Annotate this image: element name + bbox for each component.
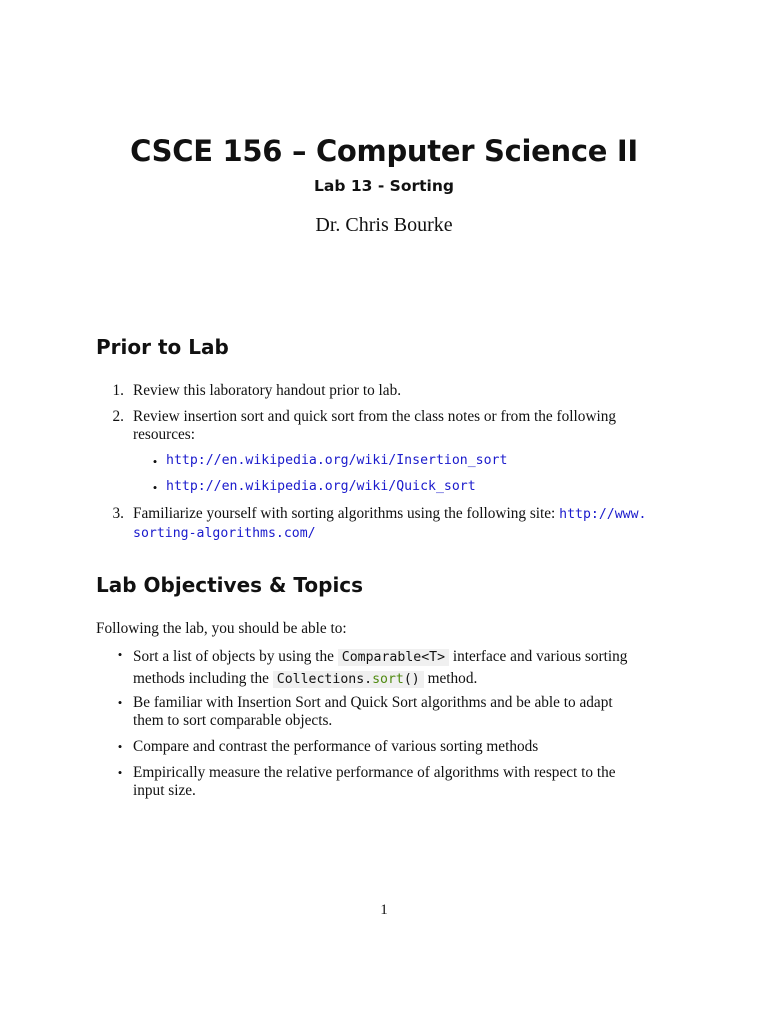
objective-text: method. — [427, 670, 478, 687]
objective-text: methods including the — [133, 670, 269, 687]
list-item-text: Review this laboratory handout prior to lab. — [133, 382, 402, 399]
page-number: 1 — [380, 902, 388, 918]
code-method-name: sort — [372, 672, 404, 687]
link-quick-sort[interactable]: http://en.wikipedia.org/wiki/Quick_sort — [166, 479, 476, 494]
bullet-icon: • — [152, 454, 158, 469]
list-item-number: 3. — [112, 505, 124, 522]
bullet-icon: • — [117, 739, 123, 754]
list-item-text — [133, 505, 673, 543]
document-subtitle: Lab 13 - Sorting — [314, 177, 454, 195]
objective-item — [133, 646, 673, 690]
link-sorting-algorithms[interactable]: http://www. — [559, 507, 647, 522]
list-item-text — [133, 408, 672, 444]
bullet-icon: • — [152, 480, 158, 495]
bullet-icon: • — [117, 647, 123, 662]
code-dot: . — [364, 672, 373, 687]
code-collections-sort — [273, 671, 424, 688]
bullet-icon: • — [117, 765, 123, 780]
code-class-name: Collections — [276, 672, 365, 687]
objectives-intro: Following the lab, you should be able to: — [96, 620, 347, 637]
objective-text: interface and various sorting — [452, 648, 628, 665]
section-heading-objectives: Lab Objectives & Topics — [96, 573, 364, 597]
link-insertion-sort[interactable]: http://en.wikipedia.org/wiki/Insertion_sort — [166, 453, 508, 468]
objective-item — [133, 764, 672, 800]
list-item-text-line: resources: — [133, 426, 196, 443]
document-title: CSCE 156 – Computer Science II — [130, 134, 638, 168]
code-parens: () — [403, 672, 420, 687]
objective-item — [133, 694, 672, 730]
bullet-icon: • — [117, 695, 123, 710]
objective-text: Be familiar with Insertion Sort and Quick Sort algorithms and be able to adapt — [133, 694, 613, 711]
list-item-text-line: Review insertion sort and quick sort from the class notes or from the following — [133, 408, 617, 425]
list-item-number: 2. — [112, 408, 124, 425]
objective-item: Compare and contrast the performance of various sorting methods — [133, 738, 539, 755]
objective-text: input size. — [133, 782, 196, 799]
objective-text: Empirically measure the relative performance of algorithms with respect to the — [133, 764, 616, 781]
document-author: Dr. Chris Bourke — [315, 214, 453, 236]
objective-text: Sort a list of objects by using the — [133, 648, 334, 665]
section-heading-prior-to-lab: Prior to Lab — [96, 335, 229, 359]
list-item-number: 1. — [112, 382, 124, 399]
link-sorting-algorithms-continued[interactable]: sorting-algorithms.com/ — [133, 526, 316, 541]
code-comparable: Comparable<T> — [338, 649, 449, 666]
list-item-text-line: Familiarize yourself with sorting algorithms using the following site: — [133, 505, 556, 522]
objective-text: them to sort comparable objects. — [133, 712, 333, 729]
